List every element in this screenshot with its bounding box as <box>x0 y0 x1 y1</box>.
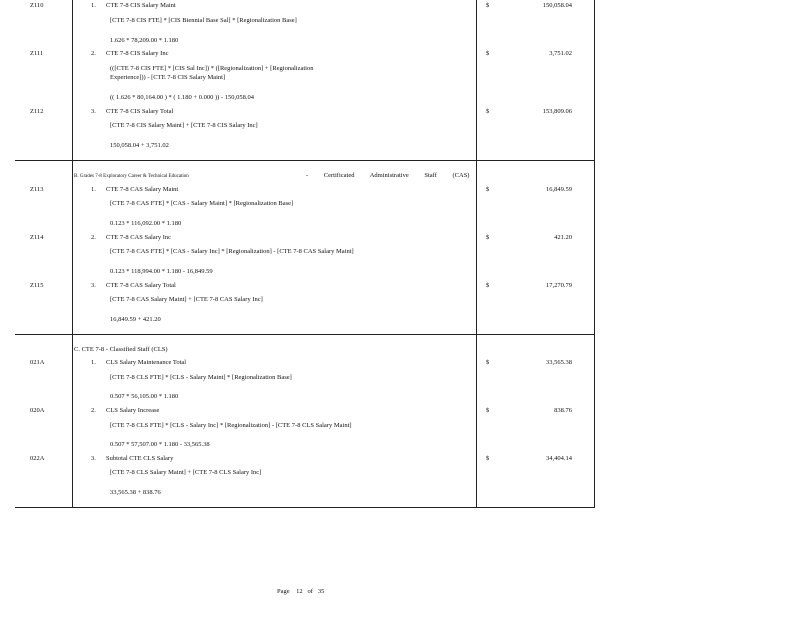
row-calculation: 33,565.38 + 838.76 <box>110 489 161 496</box>
row-number: 1. <box>91 2 96 9</box>
dollar-sign: $ <box>486 108 490 115</box>
row-number: 1. <box>91 186 96 193</box>
dollar-sign: $ <box>486 359 490 366</box>
page-footer <box>277 588 324 595</box>
row-code: Z115 <box>30 282 44 289</box>
row-calculation: 16,849.59 + 421.20 <box>110 316 161 323</box>
row-code: 022A <box>30 455 45 462</box>
dollar-sign: $ <box>486 407 490 414</box>
row-amount: 33,565.38 <box>546 359 572 366</box>
row-formula: [CTE 7-8 CIS Salary Maint] + [CTE 7-8 CIS Salary Inc] <box>110 122 258 129</box>
row-calculation: 0.507 * 57,507.00 * 1.180 - 33,565.38 <box>110 441 210 448</box>
row-number: 2. <box>91 234 96 241</box>
row-code: Z110 <box>30 2 44 9</box>
dollar-sign: $ <box>486 282 490 289</box>
row-formula: [CTE 7-8 CAS FTE] * [CAS - Salary Inc] * [Regionalization] - [CTE 7-8 CAS Salary Maint] <box>110 248 354 255</box>
dollar-sign: $ <box>486 186 490 193</box>
row-number: 3. <box>91 282 96 289</box>
row-title: CTE 7-8 CAS Salary Total <box>106 282 176 289</box>
dollar-sign: $ <box>486 50 490 57</box>
row-calculation: 0.123 * 118,994.00 * 1.180 - 16,849.59 <box>110 268 213 275</box>
row-number: 3. <box>91 108 96 115</box>
dollar-sign: $ <box>486 2 490 9</box>
row-calculation: 150,058.04 + 3,751.02 <box>110 142 169 149</box>
row-number: 2. <box>91 407 96 414</box>
of-label: of <box>307 588 313 595</box>
row-amount: 421.20 <box>554 234 572 241</box>
row-number: 2. <box>91 50 96 57</box>
row-amount: 153,809.06 <box>542 108 572 115</box>
row-formula: [CTE 7-8 CLS Salary Maint] + [CTE 7-8 CLS Salary Inc] <box>110 469 262 476</box>
page-label: Page <box>277 588 290 595</box>
dollar-sign: $ <box>486 455 490 462</box>
row-formula-continued: Experience])) - [CTE 7-8 CIS Salary Maint] <box>110 74 226 81</box>
row-title: CTE 7-8 CAS Salary Inc <box>106 234 171 241</box>
row-amount: 16,849.59 <box>546 186 572 193</box>
section-divider <box>15 334 595 335</box>
row-title: CTE 7-8 CIS Salary Maint <box>106 2 176 9</box>
section-header-prefix: B. Grades 7-8 Exploratory Career & Technical Education <box>74 174 189 179</box>
page-number: 12 <box>296 588 303 595</box>
row-amount: 3,751.02 <box>549 50 572 57</box>
row-title: CTE 7-8 CAS Salary Maint <box>106 186 179 193</box>
row-calculation: (( 1.626 * 80,164.00 ) * ( 1.180 + 0.000 )) - 150,058.04 <box>110 94 254 101</box>
row-title: CTE 7-8 CIS Salary Inc <box>106 50 169 57</box>
row-title: CLS Salary Maintenance Total <box>106 359 187 366</box>
table-border-middle <box>476 0 477 508</box>
row-code: 021A <box>30 359 45 366</box>
row-number: 1. <box>91 359 96 366</box>
dollar-sign: $ <box>486 234 490 241</box>
row-formula: [CTE 7-8 CAS FTE] * [CAS - Salary Maint] * [Regionalization Base] <box>110 200 294 207</box>
row-formula: (([CTE 7-8 CIS FTE] * [CIS Sal Inc]) * ([Regionalization] + [Regionalization <box>110 65 314 72</box>
row-code: Z114 <box>30 234 44 241</box>
row-title: CTE 7-8 CIS Salary Total <box>106 108 174 115</box>
row-title: Subtotal CTE CLS Salary <box>106 455 174 462</box>
row-code: 020A <box>30 407 45 414</box>
row-amount: 34,404.14 <box>546 455 572 462</box>
table-border-bottom <box>15 507 595 508</box>
row-calculation: 0.123 * 116,092.00 * 1.180 <box>110 220 182 227</box>
row-amount: 17,270.79 <box>546 282 572 289</box>
table-border-left <box>72 0 73 508</box>
total-pages: 35 <box>317 588 325 595</box>
row-amount: 838.76 <box>554 407 572 414</box>
section-header: - Certificated Administrative Staff (CAS) <box>306 172 470 179</box>
row-calculation: 1.626 * 78,209.00 * 1.180 <box>110 37 179 44</box>
row-formula: [CTE 7-8 CAS Salary Maint] + [CTE 7-8 CAS Salary Inc] <box>110 296 263 303</box>
row-code: Z113 <box>30 186 44 193</box>
section-header: C. CTE 7-8 - Classified Staff (CLS) <box>74 346 168 353</box>
row-formula: [CTE 7-8 CLS FTE] * [CLS - Salary Maint] * [Regionalization Base] <box>110 374 292 381</box>
row-title: CLS Salary Increase <box>106 407 160 414</box>
table-border-right <box>594 0 595 508</box>
row-calculation: 0.507 * 56,105.00 * 1.180 <box>110 393 179 400</box>
row-code: Z111 <box>30 50 44 57</box>
row-code: Z112 <box>30 108 44 115</box>
row-number: 3. <box>91 455 96 462</box>
row-formula: [CTE 7-8 CLS FTE] * [CLS - Salary Inc] * [Regionalization] - [CTE 7-8 CLS Salary Maint] <box>110 422 352 429</box>
row-formula: [CTE 7-8 CIS FTE] * [CIS Biennial Base Sal] * [Regionalization Base] <box>110 17 297 24</box>
section-divider <box>15 160 595 161</box>
row-amount: 150,058.04 <box>542 2 572 9</box>
